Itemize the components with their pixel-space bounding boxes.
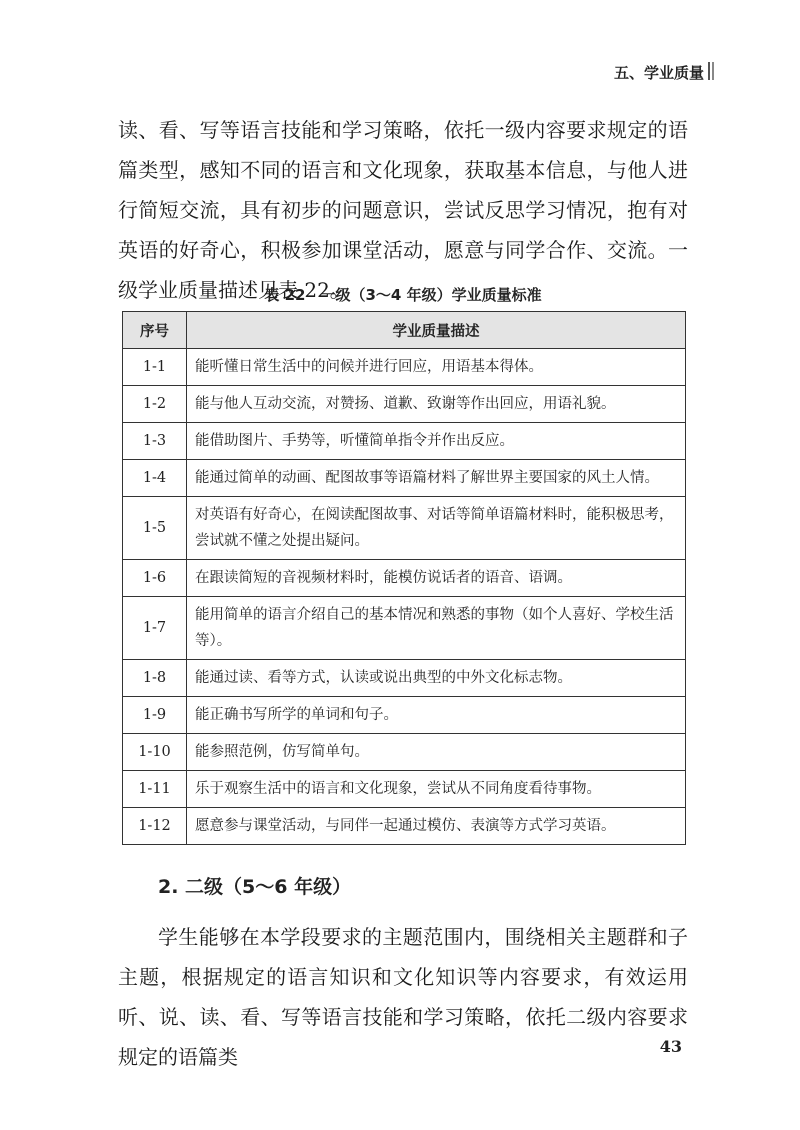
section-paragraph: 学生能够在本学段要求的主题范围内，围绕相关主题群和子主题，根据规定的语言知识和文化知识等内容要求，有效运用听、说、读、看、写等语言技能和学习策略，依托二级内容要求规定的语篇类 (118, 925, 688, 1069)
row-description: 能通过读、看等方式，认读或说出典型的中外文化标志物。 (187, 660, 686, 697)
table-row (123, 560, 686, 597)
table-row (123, 660, 686, 697)
row-number: 1-5 (123, 497, 187, 560)
table-row (123, 597, 686, 660)
row-number: 1-2 (123, 386, 187, 423)
row-description: 能通过简单的动画、配图故事等语篇材料了解世界主要国家的风土人情。 (187, 460, 686, 497)
table-row (123, 697, 686, 734)
row-description: 能与他人互动交流，对赞扬、道歉、致谢等作出回应，用语礼貌。 (187, 386, 686, 423)
intro-paragraph: 读、看、写等语言技能和学习策略，依托一级内容要求规定的语篇类型，感知不同的语言和文化现象，获取基本信息，与他人进行简短交流，具有初步的问题意识，尝试反思学习情况，抱有对英语的好奇心，积极参加课堂活动，愿意与同学合作、交流。一级学业质量描述见表 22。 (118, 118, 688, 302)
row-description: 能正确书写所学的单词和句子。 (187, 697, 686, 734)
row-number: 1-4 (123, 460, 187, 497)
table-row (123, 734, 686, 771)
running-header: 五、学业质量 (613, 64, 704, 82)
row-number: 1-10 (123, 734, 187, 771)
header-decoration-bars (708, 62, 712, 80)
header-serial-number: 序号 (123, 312, 187, 349)
row-description: 能借助图片、手势等，听懂简单指令并作出反应。 (187, 423, 686, 460)
row-description: 能参照范例，仿写简单句。 (187, 734, 686, 771)
section-heading: 2. 二级（5～6 年级） (158, 876, 352, 898)
table-row (123, 349, 686, 386)
quality-standards-table (122, 311, 686, 845)
table-caption: 表 22 一级（3～4 年级）学业质量标准 (264, 286, 542, 304)
row-description: 对英语有好奇心，在阅读配图故事、对话等简单语篇材料时，能积极思考，尝试就不懂之处提出疑问。 (187, 497, 686, 560)
table-row (123, 497, 686, 560)
table-row (123, 423, 686, 460)
row-number: 1-11 (123, 771, 187, 808)
row-description: 能用简单的语言介绍自己的基本情况和熟悉的事物（如个人喜好、学校生活等）。 (187, 597, 686, 660)
table-row (123, 771, 686, 808)
row-description: 在跟读简短的音视频材料时，能模仿说话者的语音、语调。 (187, 560, 686, 597)
row-number: 1-3 (123, 423, 187, 460)
table-row (123, 808, 686, 845)
table-row (123, 386, 686, 423)
table-row (123, 460, 686, 497)
row-number: 1-8 (123, 660, 187, 697)
row-number: 1-7 (123, 597, 187, 660)
table-header-row (123, 312, 686, 349)
row-number: 1-1 (123, 349, 187, 386)
row-description: 愿意参与课堂活动，与同伴一起通过模仿、表演等方式学习英语。 (187, 808, 686, 845)
header-description: 学业质量描述 (187, 312, 686, 349)
row-number: 1-9 (123, 697, 187, 734)
row-description: 能听懂日常生活中的问候并进行回应，用语基本得体。 (187, 349, 686, 386)
row-number: 1-6 (123, 560, 187, 597)
page-number: 43 (659, 1037, 682, 1056)
row-description: 乐于观察生活中的语言和文化现象，尝试从不同角度看待事物。 (187, 771, 686, 808)
row-number: 1-12 (123, 808, 187, 845)
